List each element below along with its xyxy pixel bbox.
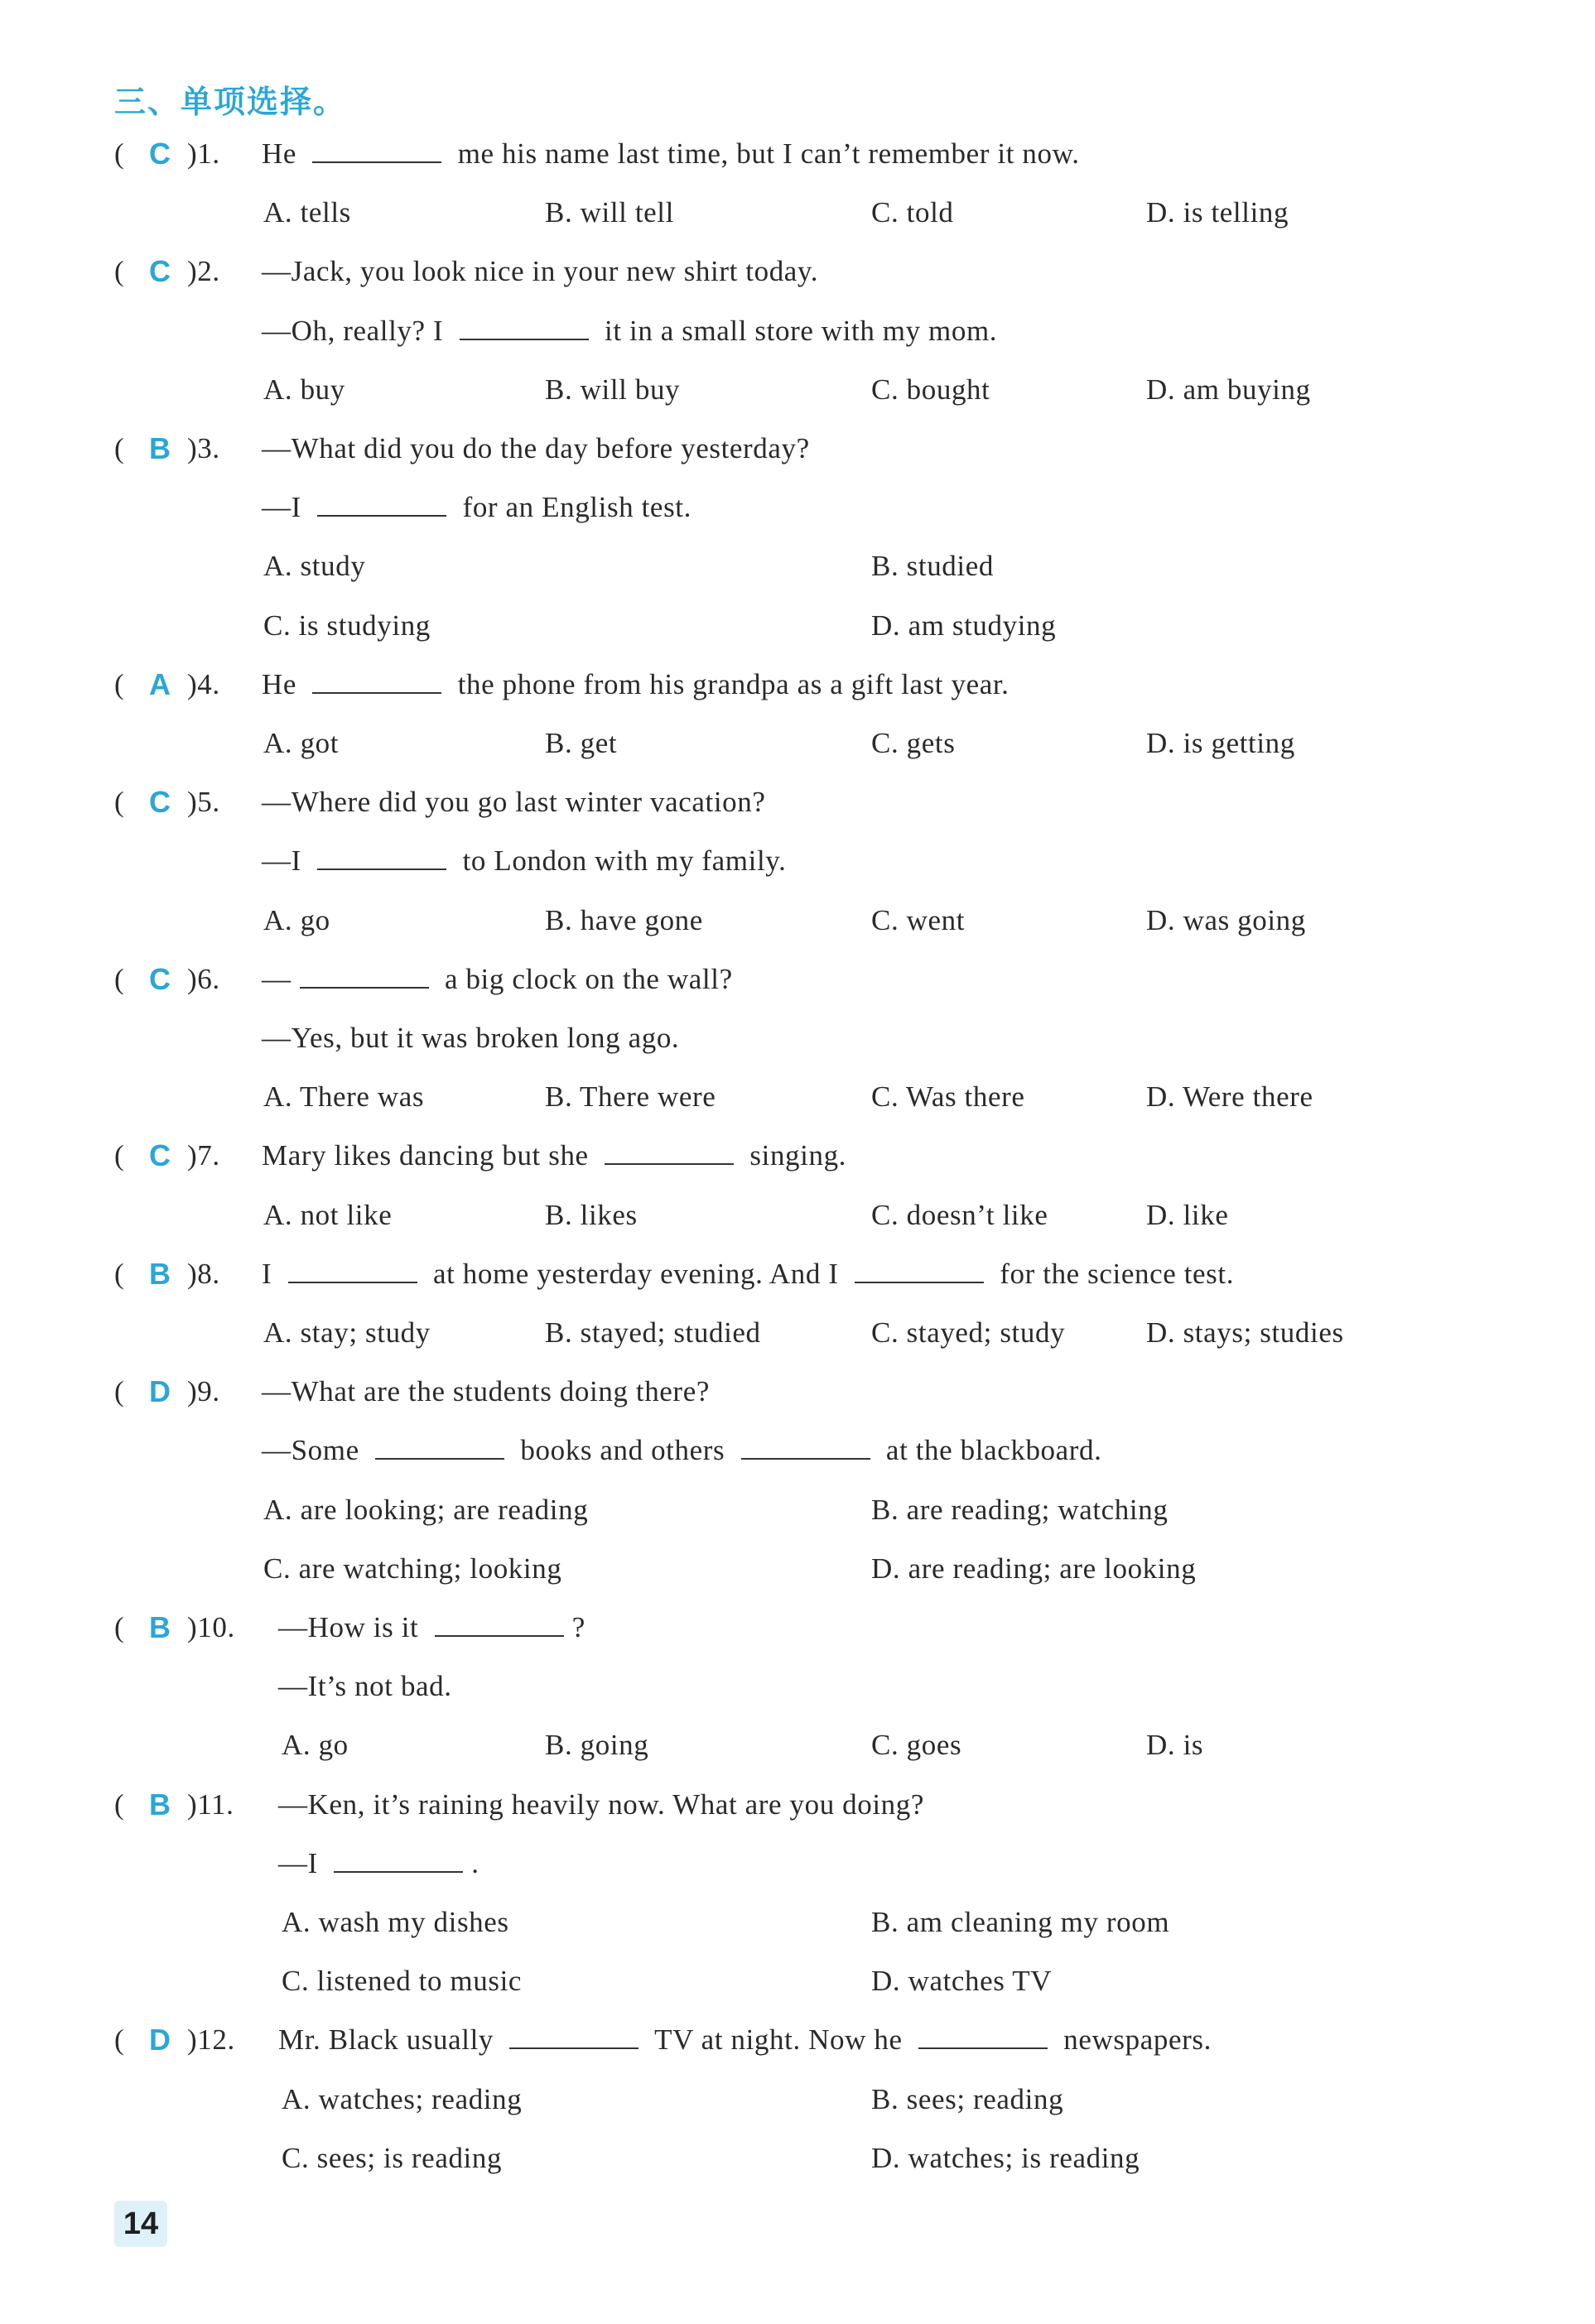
answer-paren: ( xyxy=(114,1139,125,1172)
option-a: A. watches; reading xyxy=(282,2082,523,2115)
option-a: A. buy xyxy=(263,373,345,406)
answer-letter: B xyxy=(149,1256,171,1291)
question-text xyxy=(262,1375,710,1408)
question-text xyxy=(262,1022,679,1055)
question-text-segment: —What did you do the day before yesterday? xyxy=(262,432,810,464)
answer-paren: ( xyxy=(114,137,125,170)
question-text xyxy=(262,137,1080,171)
question-text-segment: — xyxy=(262,962,292,995)
option-d: D. is telling xyxy=(1146,196,1289,229)
option-b: B. There were xyxy=(545,1080,716,1114)
answer-letter: C xyxy=(149,785,171,820)
answer-paren: ( xyxy=(114,1375,125,1408)
question-number: )12. xyxy=(187,2023,235,2057)
question-number: )6. xyxy=(187,962,220,995)
question-text-segment: for an English test. xyxy=(455,491,691,524)
answer-blank xyxy=(855,1258,984,1283)
question-text-segment: —I xyxy=(262,491,310,524)
question-number: )11. xyxy=(187,1788,234,1821)
answer-blank xyxy=(317,492,446,517)
question-text xyxy=(262,1258,1234,1291)
option-c: C. is studying xyxy=(263,609,431,642)
answer-letter: B xyxy=(149,1610,171,1644)
option-b: B. am cleaning my room xyxy=(871,1906,1170,1938)
question-text-segment: —Some xyxy=(262,1434,368,1467)
option-c: C. gets xyxy=(871,727,956,759)
question-text-segment: —Yes, but it was broken long ago. xyxy=(262,1022,680,1054)
option-b: B. get xyxy=(545,727,618,759)
question-text-segment: He xyxy=(262,137,305,170)
question-number: )7. xyxy=(187,1139,220,1172)
option-c: C. went xyxy=(871,903,966,936)
question-number: )1. xyxy=(187,137,220,170)
question-text xyxy=(278,1847,479,1880)
option-a: A. tells xyxy=(263,196,351,229)
option-d: D. am studying xyxy=(871,609,1057,642)
question-text-segment: ? xyxy=(571,1611,585,1643)
question-text xyxy=(262,1434,1101,1467)
answer-blank xyxy=(435,1612,564,1637)
question-text-segment: Mary likes dancing but she xyxy=(262,1139,597,1172)
answer-letter: B xyxy=(149,431,171,465)
question-number: )2. xyxy=(187,255,220,288)
option-d: D. watches TV xyxy=(871,1965,1053,1998)
question-text xyxy=(262,491,691,524)
question-text xyxy=(278,1611,585,1644)
option-b: B. stayed; studied xyxy=(545,1316,761,1349)
answer-paren: ( xyxy=(114,1788,125,1821)
option-b: B. studied xyxy=(871,550,994,583)
option-d: D. like xyxy=(1146,1198,1229,1231)
question-text-segment: —It’s not bad. xyxy=(278,1670,452,1703)
option-b: B. have gone xyxy=(545,903,703,936)
question-text-segment: —Jack, you look nice in your new shirt today. xyxy=(262,255,819,288)
question-text-segment: I xyxy=(262,1257,280,1290)
question-number: )8. xyxy=(187,1257,220,1290)
option-c: C. listened to music xyxy=(282,1965,523,1998)
option-c: C. are watching; looking xyxy=(263,1552,562,1585)
question-text xyxy=(262,844,786,878)
question-text-segment: me his name last time, but I can’t remember it now. xyxy=(450,137,1080,170)
question-text-segment: for the science test. xyxy=(991,1257,1235,1290)
answer-blank xyxy=(509,2024,638,2049)
answer-blank xyxy=(300,964,429,989)
option-b: B. likes xyxy=(545,1198,638,1231)
question-text xyxy=(262,1139,846,1172)
option-c: C. told xyxy=(871,196,954,229)
option-a: A. stay; study xyxy=(263,1316,431,1349)
option-c: C. Was there xyxy=(871,1080,1025,1114)
question-text-segment: the phone from his grandpa as a gift last year. xyxy=(450,667,1010,700)
answer-paren: ( xyxy=(114,962,125,995)
answer-paren: ( xyxy=(114,786,125,819)
answer-blank xyxy=(317,845,446,870)
answer-blank xyxy=(605,1140,734,1165)
question-text-segment: at the blackboard. xyxy=(878,1434,1102,1467)
section-title: 三、单项选择。 xyxy=(114,84,347,120)
question-text xyxy=(262,315,997,348)
option-c: C. doesn’t like xyxy=(871,1198,1048,1231)
question-text-segment: —Where did you go last winter vacation? xyxy=(262,786,766,819)
option-d: D. is getting xyxy=(1146,727,1295,759)
option-d: D. was going xyxy=(1146,903,1306,936)
option-a: A. study xyxy=(263,550,366,583)
question-text-segment: TV at night. Now he xyxy=(647,2023,910,2057)
option-d: D. am buying xyxy=(1146,373,1311,406)
option-a: A. go xyxy=(263,903,330,936)
question-text-segment: a big clock on the wall? xyxy=(436,962,733,995)
question-text-segment: singing. xyxy=(742,1139,847,1172)
answer-letter: D xyxy=(149,2023,171,2057)
question-text xyxy=(262,432,810,465)
answer-letter: D xyxy=(149,1374,171,1409)
question-text-segment: Mr. Black usually xyxy=(278,2023,502,2057)
option-b: B. are reading; watching xyxy=(871,1493,1169,1526)
question-text xyxy=(262,255,818,288)
option-b: B. will buy xyxy=(545,373,681,406)
option-a: A. go xyxy=(282,1729,349,1762)
answer-blank xyxy=(288,1258,417,1283)
option-d: D. stays; studies xyxy=(1146,1316,1344,1349)
page-number: 14 xyxy=(114,2201,167,2247)
answer-letter: A xyxy=(149,666,171,701)
question-text-segment: to London with my family. xyxy=(455,844,787,878)
option-a: A. not like xyxy=(263,1198,393,1231)
answer-paren: ( xyxy=(114,432,125,464)
option-c: C. stayed; study xyxy=(871,1316,1066,1349)
option-a: A. got xyxy=(263,727,340,759)
answer-paren: ( xyxy=(114,2023,125,2057)
answer-paren: ( xyxy=(114,1611,125,1643)
option-d: D. Were there xyxy=(1146,1080,1313,1114)
option-d: D. is xyxy=(1146,1729,1204,1762)
answer-blank xyxy=(460,315,589,340)
question-text xyxy=(278,2023,1212,2057)
question-text-segment: He xyxy=(262,667,305,700)
question-text xyxy=(278,1788,924,1821)
answer-paren: ( xyxy=(114,667,125,700)
option-b: B. going xyxy=(545,1729,649,1762)
answer-letter: C xyxy=(149,961,171,996)
option-b: B. sees; reading xyxy=(871,2082,1064,2115)
question-text-segment: newspapers. xyxy=(1055,2023,1212,2057)
answer-blank xyxy=(918,2024,1048,2049)
question-text-segment: —How is it xyxy=(278,1611,426,1643)
answer-letter: C xyxy=(149,1138,171,1173)
question-number: )5. xyxy=(187,786,220,819)
answer-letter: C xyxy=(149,137,171,171)
option-b: B. will tell xyxy=(545,196,674,229)
option-c: C. sees; is reading xyxy=(282,2141,503,2174)
answer-paren: ( xyxy=(114,1257,125,1290)
question-number: )10. xyxy=(187,1611,235,1643)
question-text-segment: at home yesterday evening. And I xyxy=(425,1257,846,1290)
option-d: D. watches; is reading xyxy=(871,2141,1140,2174)
question-number: )9. xyxy=(187,1375,220,1408)
option-a: A. There was xyxy=(263,1080,425,1114)
question-text-segment: . xyxy=(471,1846,479,1879)
question-text-segment: —I xyxy=(278,1846,326,1879)
question-text xyxy=(278,1670,452,1703)
question-text xyxy=(262,668,1010,701)
answer-letter: C xyxy=(149,254,171,289)
option-a: A. wash my dishes xyxy=(282,1906,509,1938)
question-number: )4. xyxy=(187,667,220,700)
question-text-segment: books and others xyxy=(513,1434,733,1467)
answer-blank xyxy=(375,1435,504,1460)
question-text xyxy=(262,963,733,996)
question-text xyxy=(262,786,766,819)
answer-letter: B xyxy=(149,1787,171,1821)
question-text-segment: —Oh, really? I xyxy=(262,314,451,347)
answer-blank xyxy=(312,669,441,694)
answer-blank xyxy=(741,1435,870,1460)
answer-blank xyxy=(334,1848,463,1873)
question-text-segment: it in a small store with my mom. xyxy=(596,314,998,347)
option-a: A. are looking; are reading xyxy=(263,1493,589,1526)
answer-blank xyxy=(312,138,441,163)
question-text-segment: —What are the students doing there? xyxy=(262,1375,710,1408)
option-d: D. are reading; are looking xyxy=(871,1552,1197,1585)
question-text-segment: —Ken, it’s raining heavily now. What are you doing? xyxy=(278,1788,925,1821)
answer-paren: ( xyxy=(114,255,125,288)
option-c: C. bought xyxy=(871,373,990,406)
question-text-segment: —I xyxy=(262,844,310,878)
question-number: )3. xyxy=(187,432,220,464)
option-c: C. goes xyxy=(871,1729,962,1762)
